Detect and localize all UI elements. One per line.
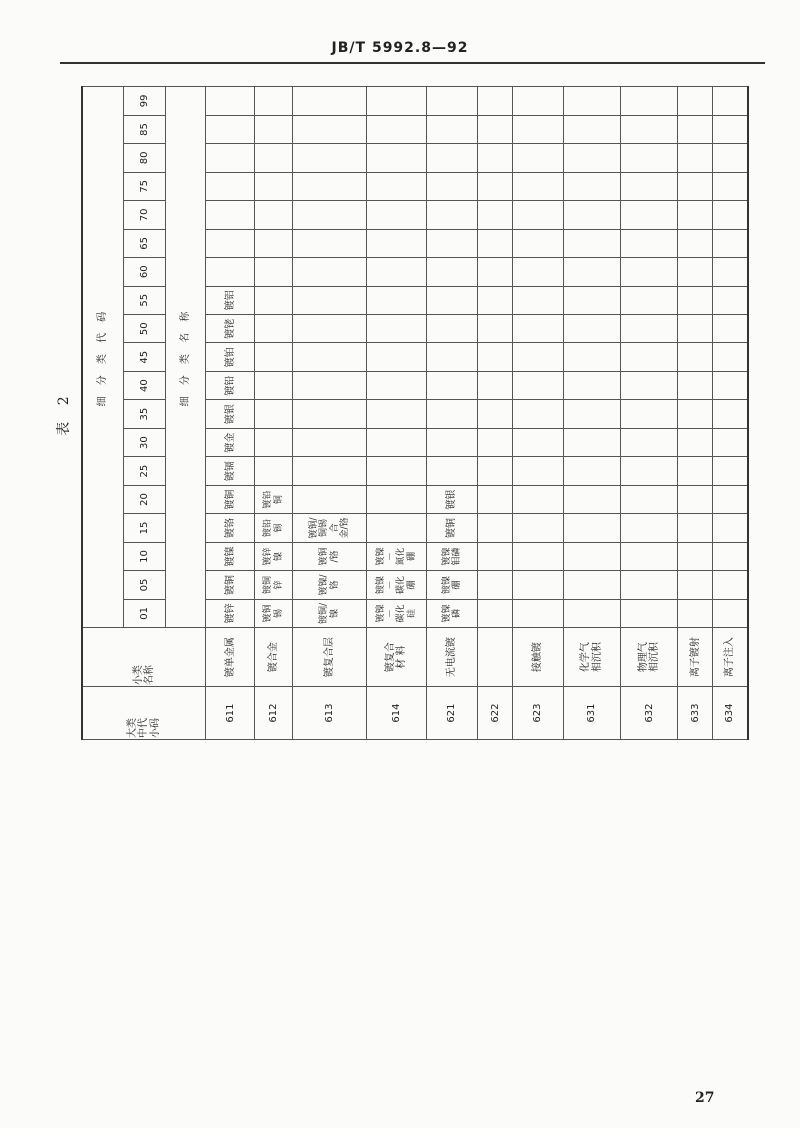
table-cell xyxy=(678,571,713,599)
row-name: 镀合金 xyxy=(255,628,293,687)
table-cell xyxy=(563,514,620,542)
table-cell xyxy=(426,371,478,399)
table-cell xyxy=(206,229,255,257)
table-cell xyxy=(367,428,426,456)
table-cell: 镀铝 xyxy=(206,286,255,314)
table-cell xyxy=(713,457,748,485)
table-cell xyxy=(513,258,563,286)
code-header-35: 35 xyxy=(123,400,165,428)
table-cell xyxy=(563,457,620,485)
table-row xyxy=(678,87,713,740)
row-code: 622 xyxy=(478,687,513,740)
table-cell xyxy=(713,115,748,143)
row-name: 离子镀射 xyxy=(678,628,713,687)
table-cell xyxy=(713,172,748,200)
table-cell xyxy=(513,315,563,343)
table-cell xyxy=(255,87,293,116)
table-cell xyxy=(563,571,620,599)
row-name xyxy=(478,628,513,687)
table-cell xyxy=(621,144,678,172)
table-row xyxy=(255,87,293,740)
table-cell: 镀铜 /铬 xyxy=(293,542,367,570)
table-cell xyxy=(293,87,367,116)
table-row xyxy=(513,87,563,740)
table-cell xyxy=(255,343,293,371)
table-cell xyxy=(713,514,748,542)
table-cell xyxy=(621,115,678,143)
table-cell xyxy=(713,599,748,627)
table-cell xyxy=(293,371,367,399)
row-name: 物理气 相沉积 xyxy=(621,628,678,687)
table-cell xyxy=(563,599,620,627)
code-header-85: 85 xyxy=(123,115,165,143)
table-cell: 镀镍磷 xyxy=(426,599,478,627)
table-cell xyxy=(563,201,620,229)
table-cell xyxy=(367,144,426,172)
table-cell xyxy=(713,229,748,257)
table-cell xyxy=(367,229,426,257)
code-header-10: 10 xyxy=(123,542,165,570)
table-cell xyxy=(478,428,513,456)
table-row xyxy=(367,87,426,740)
table-cell xyxy=(713,343,748,371)
table-cell xyxy=(563,400,620,428)
table-cell xyxy=(621,343,678,371)
table-cell: 镀铬 xyxy=(206,514,255,542)
table-cell xyxy=(478,457,513,485)
table-cell xyxy=(678,201,713,229)
row-name: 镀单金属 xyxy=(206,628,255,687)
table-cell xyxy=(367,457,426,485)
table-cell xyxy=(478,144,513,172)
table-cell xyxy=(621,201,678,229)
table-cell: 镀铜锡 xyxy=(255,599,293,627)
table-cell xyxy=(678,315,713,343)
table-cell xyxy=(255,229,293,257)
table-cell xyxy=(293,115,367,143)
table-cell xyxy=(293,286,367,314)
table-cell xyxy=(621,571,678,599)
table-cell xyxy=(293,485,367,513)
rotated-table-block xyxy=(56,86,749,740)
table-cell xyxy=(563,315,620,343)
table-cell xyxy=(206,201,255,229)
table-cell: 镀铅锡 xyxy=(255,514,293,542)
row-name: 接触镀 xyxy=(513,628,563,687)
group-code-header: 细 分 类 代 码 xyxy=(82,87,123,628)
table-cell xyxy=(206,115,255,143)
table-cell xyxy=(513,514,563,542)
table-cell xyxy=(513,87,563,116)
table-row xyxy=(293,87,367,740)
table-cell xyxy=(426,144,478,172)
table-cell xyxy=(478,87,513,116)
table-cell xyxy=(367,400,426,428)
table-cell xyxy=(563,343,620,371)
table-cell xyxy=(621,258,678,286)
table-cell xyxy=(367,115,426,143)
table-row xyxy=(426,87,478,740)
table-cell: 镀镍硼 xyxy=(426,571,478,599)
table-cell: 镀铜 xyxy=(206,485,255,513)
table-cell: 镀镉 xyxy=(206,457,255,485)
table-cell xyxy=(513,400,563,428)
code-header-80: 80 xyxy=(123,144,165,172)
table-cell xyxy=(563,371,620,399)
table-cell xyxy=(678,457,713,485)
row-code: 631 xyxy=(563,687,620,740)
table-cell xyxy=(255,258,293,286)
table-cell xyxy=(563,485,620,513)
table-cell: 镀镍 xyxy=(206,542,255,570)
code-header-40: 40 xyxy=(123,371,165,399)
code-header-01: 01 xyxy=(123,599,165,627)
table-cell xyxy=(367,87,426,116)
table-cell xyxy=(513,485,563,513)
standard-code: JB/T 5992.8—92 xyxy=(331,40,469,56)
table-cell xyxy=(621,485,678,513)
table-cell: 镀镍－ 碳化硼 xyxy=(367,571,426,599)
table-cell xyxy=(678,115,713,143)
table-cell xyxy=(678,371,713,399)
table-cell xyxy=(206,172,255,200)
table-cell xyxy=(713,87,748,116)
table-cell xyxy=(255,315,293,343)
table-cell xyxy=(678,229,713,257)
table-cell xyxy=(478,115,513,143)
table-cell xyxy=(621,315,678,343)
row-code: 612 xyxy=(255,687,293,740)
code-header-70: 70 xyxy=(123,201,165,229)
table-cell: 镀金 xyxy=(206,428,255,456)
table-cell xyxy=(478,485,513,513)
table-cell xyxy=(426,115,478,143)
table-cell xyxy=(478,542,513,570)
table-cell xyxy=(293,258,367,286)
table-cell xyxy=(255,428,293,456)
table-cell xyxy=(293,315,367,343)
row-name: 无电流镀 xyxy=(426,628,478,687)
table-cell xyxy=(255,400,293,428)
classification-table xyxy=(81,86,749,740)
table-cell xyxy=(713,258,748,286)
table-row xyxy=(478,87,513,740)
table-cell xyxy=(367,343,426,371)
table-cell xyxy=(621,229,678,257)
table-cell xyxy=(513,599,563,627)
table-cell xyxy=(621,457,678,485)
code-header-30: 30 xyxy=(123,428,165,456)
table-cell xyxy=(513,172,563,200)
table-cell xyxy=(478,258,513,286)
table-cell xyxy=(563,172,620,200)
table-cell xyxy=(678,542,713,570)
table-cell xyxy=(513,229,563,257)
table-cell xyxy=(478,315,513,343)
code-header-55: 55 xyxy=(123,286,165,314)
table-cell xyxy=(478,201,513,229)
row-name: 离子注入 xyxy=(713,628,748,687)
table-cell xyxy=(426,258,478,286)
table-cell xyxy=(513,286,563,314)
table-cell xyxy=(678,286,713,314)
table-cell xyxy=(563,115,620,143)
table-cell xyxy=(621,599,678,627)
header-rule xyxy=(60,62,765,64)
table-cell xyxy=(621,400,678,428)
table-cell xyxy=(713,400,748,428)
table-cell: 镀铅 xyxy=(206,371,255,399)
table-cell xyxy=(678,514,713,542)
corner-major-header: 大类 中代 小码 xyxy=(82,687,206,740)
row-code: 633 xyxy=(678,687,713,740)
code-header-75: 75 xyxy=(123,172,165,200)
table-cell: 镀铂 xyxy=(206,343,255,371)
table-cell xyxy=(563,144,620,172)
code-header-15: 15 xyxy=(123,514,165,542)
row-code: 623 xyxy=(513,687,563,740)
table-cell xyxy=(478,343,513,371)
table-cell xyxy=(678,485,713,513)
table-cell xyxy=(478,172,513,200)
table-cell xyxy=(513,201,563,229)
table-cell: 镀镍－ 碳化硅 xyxy=(367,599,426,627)
table-cell xyxy=(293,400,367,428)
table-cell xyxy=(426,229,478,257)
table-cell xyxy=(293,428,367,456)
table-cell xyxy=(206,144,255,172)
table-cell: 镀镍/铬 xyxy=(293,571,367,599)
table-cell xyxy=(478,599,513,627)
code-header-20: 20 xyxy=(123,485,165,513)
table-cell xyxy=(255,286,293,314)
table-cell xyxy=(255,115,293,143)
table-cell xyxy=(713,144,748,172)
table-cell xyxy=(513,542,563,570)
table-cell: 镀银 xyxy=(426,485,478,513)
corner-minor-header: 小类 名称 xyxy=(82,628,206,687)
table-cell xyxy=(367,315,426,343)
page-number: 27 xyxy=(695,1090,715,1106)
table-cell xyxy=(513,571,563,599)
table-cell xyxy=(426,172,478,200)
code-header-05: 05 xyxy=(123,571,165,599)
table-cell xyxy=(513,428,563,456)
table-cell xyxy=(678,599,713,627)
table-cell xyxy=(713,201,748,229)
table-cell xyxy=(678,172,713,200)
table-cell xyxy=(713,371,748,399)
table-cell xyxy=(367,286,426,314)
table-cell xyxy=(563,286,620,314)
table-cell xyxy=(426,286,478,314)
table-cell xyxy=(293,343,367,371)
table-row xyxy=(621,87,678,740)
table-cell xyxy=(293,229,367,257)
table-row xyxy=(713,87,748,740)
table-cell: 镀锌镍 xyxy=(255,542,293,570)
table-cell xyxy=(513,457,563,485)
table-cell xyxy=(367,485,426,513)
table-cell xyxy=(563,229,620,257)
row-code: 632 xyxy=(621,687,678,740)
table-cell: 镀铜/镍 xyxy=(293,599,367,627)
table-cell xyxy=(621,514,678,542)
code-header-25: 25 xyxy=(123,457,165,485)
table-cell xyxy=(255,144,293,172)
table-cell xyxy=(621,428,678,456)
table-cell: 镀铑 xyxy=(206,315,255,343)
table-cell xyxy=(293,144,367,172)
table-cell xyxy=(478,514,513,542)
table-cell xyxy=(293,172,367,200)
table-cell xyxy=(621,286,678,314)
table-cell xyxy=(478,371,513,399)
table-cell xyxy=(426,343,478,371)
code-header-45: 45 xyxy=(123,343,165,371)
table-cell xyxy=(713,315,748,343)
table-cell xyxy=(621,371,678,399)
table-cell xyxy=(367,201,426,229)
table-cell xyxy=(513,144,563,172)
table-cell xyxy=(426,457,478,485)
table-cell xyxy=(426,400,478,428)
table-cell xyxy=(513,371,563,399)
table-cell xyxy=(255,201,293,229)
table-cell: 镀铅铜 xyxy=(255,485,293,513)
table-row xyxy=(206,87,255,740)
table-cell xyxy=(478,286,513,314)
table-cell xyxy=(513,343,563,371)
table-cell xyxy=(426,201,478,229)
row-code: 611 xyxy=(206,687,255,740)
table-cell: 镀铜锌 xyxy=(255,571,293,599)
table-cell xyxy=(426,428,478,456)
row-code: 621 xyxy=(426,687,478,740)
code-header-60: 60 xyxy=(123,258,165,286)
row-name: 镀复合 材 料 xyxy=(367,628,426,687)
table-cell xyxy=(478,571,513,599)
table-cell xyxy=(478,400,513,428)
table-cell xyxy=(426,87,478,116)
row-code: 613 xyxy=(293,687,367,740)
table-cell xyxy=(678,400,713,428)
table-cell: 镀镍－ 氮化硼 xyxy=(367,542,426,570)
table-cell xyxy=(678,428,713,456)
table-cell xyxy=(367,514,426,542)
table-cell: 镀铜 xyxy=(206,571,255,599)
table-cell xyxy=(678,87,713,116)
table-cell xyxy=(563,258,620,286)
table-cell xyxy=(678,258,713,286)
table-cell xyxy=(478,229,513,257)
table-cell: 镀铜 xyxy=(426,514,478,542)
table-cell xyxy=(293,201,367,229)
table-cell xyxy=(621,542,678,570)
group-name-header: 细 分 类 名 称 xyxy=(165,87,206,628)
table-cell xyxy=(713,571,748,599)
table-cell: 镀铜/ 铜锡合 金/铬 xyxy=(293,514,367,542)
table-cell xyxy=(713,542,748,570)
table-cell xyxy=(563,428,620,456)
table-cell xyxy=(206,87,255,116)
table-cell xyxy=(367,172,426,200)
row-code: 634 xyxy=(713,687,748,740)
row-code: 614 xyxy=(367,687,426,740)
table-cell xyxy=(293,457,367,485)
code-header-50: 50 xyxy=(123,315,165,343)
table-cell xyxy=(713,428,748,456)
table-cell xyxy=(367,371,426,399)
table-cell xyxy=(678,144,713,172)
table-cell: 镀镍 钼磷 xyxy=(426,542,478,570)
table-cell xyxy=(255,172,293,200)
table-cell xyxy=(513,115,563,143)
table-cell xyxy=(678,343,713,371)
table-cell xyxy=(367,258,426,286)
code-header-65: 65 xyxy=(123,229,165,257)
table-cell xyxy=(255,457,293,485)
table-cell: 镀锌 xyxy=(206,599,255,627)
table-cell xyxy=(713,485,748,513)
table-cell xyxy=(563,542,620,570)
row-name: 化学气 相沉积 xyxy=(563,628,620,687)
table-cell xyxy=(206,258,255,286)
table-cell xyxy=(621,172,678,200)
row-name: 镀复合层 xyxy=(293,628,367,687)
table-cell xyxy=(563,87,620,116)
table-title: 表 2 xyxy=(56,390,72,436)
table-cell xyxy=(426,315,478,343)
table-cell xyxy=(713,286,748,314)
code-header-99: 99 xyxy=(123,87,165,116)
table-row xyxy=(563,87,620,740)
table-cell: 镀银 xyxy=(206,400,255,428)
table-cell xyxy=(255,371,293,399)
table-cell xyxy=(621,87,678,116)
